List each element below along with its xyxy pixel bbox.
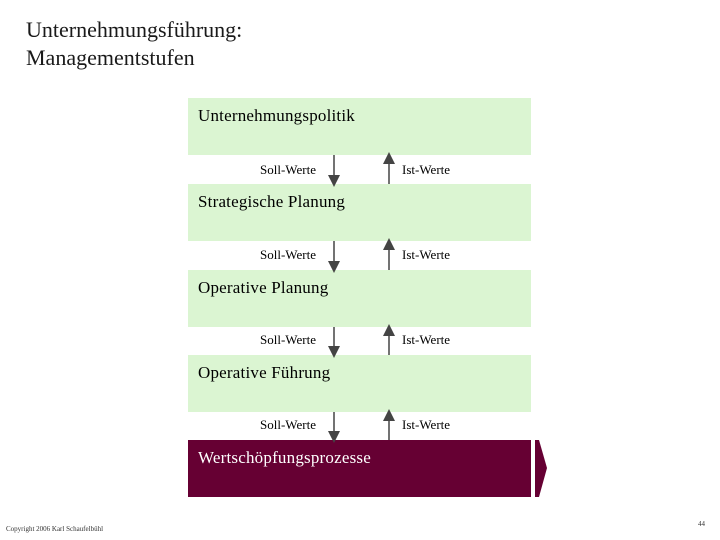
title-line-1: Unternehmungsführung: (26, 17, 243, 42)
soll-werte-label: Soll-Werte (260, 247, 316, 262)
title-line-2: Managementstufen (26, 45, 195, 70)
soll-werte-label: Soll-Werte (260, 417, 316, 432)
process-label: Wertschöpfungsprozesse (198, 448, 371, 467)
soll-werte-label: Soll-Werte (260, 332, 316, 347)
level-label: Operative Planung (198, 278, 329, 297)
ist-werte-label: Ist-Werte (402, 332, 451, 347)
level-label: Unternehmungspolitik (198, 106, 355, 125)
soll-werte-label: Soll-Werte (260, 162, 316, 177)
level-label: Operative Führung (198, 363, 331, 382)
ist-werte-label: Ist-Werte (402, 162, 451, 177)
page-number: 44 (698, 520, 705, 528)
level-label: Strategische Planung (198, 192, 346, 211)
copyright-footer: Copyright 2006 Karl Schaufelbühl (6, 525, 104, 533)
ist-werte-label: Ist-Werte (402, 247, 451, 262)
ist-werte-label: Ist-Werte (402, 417, 451, 432)
